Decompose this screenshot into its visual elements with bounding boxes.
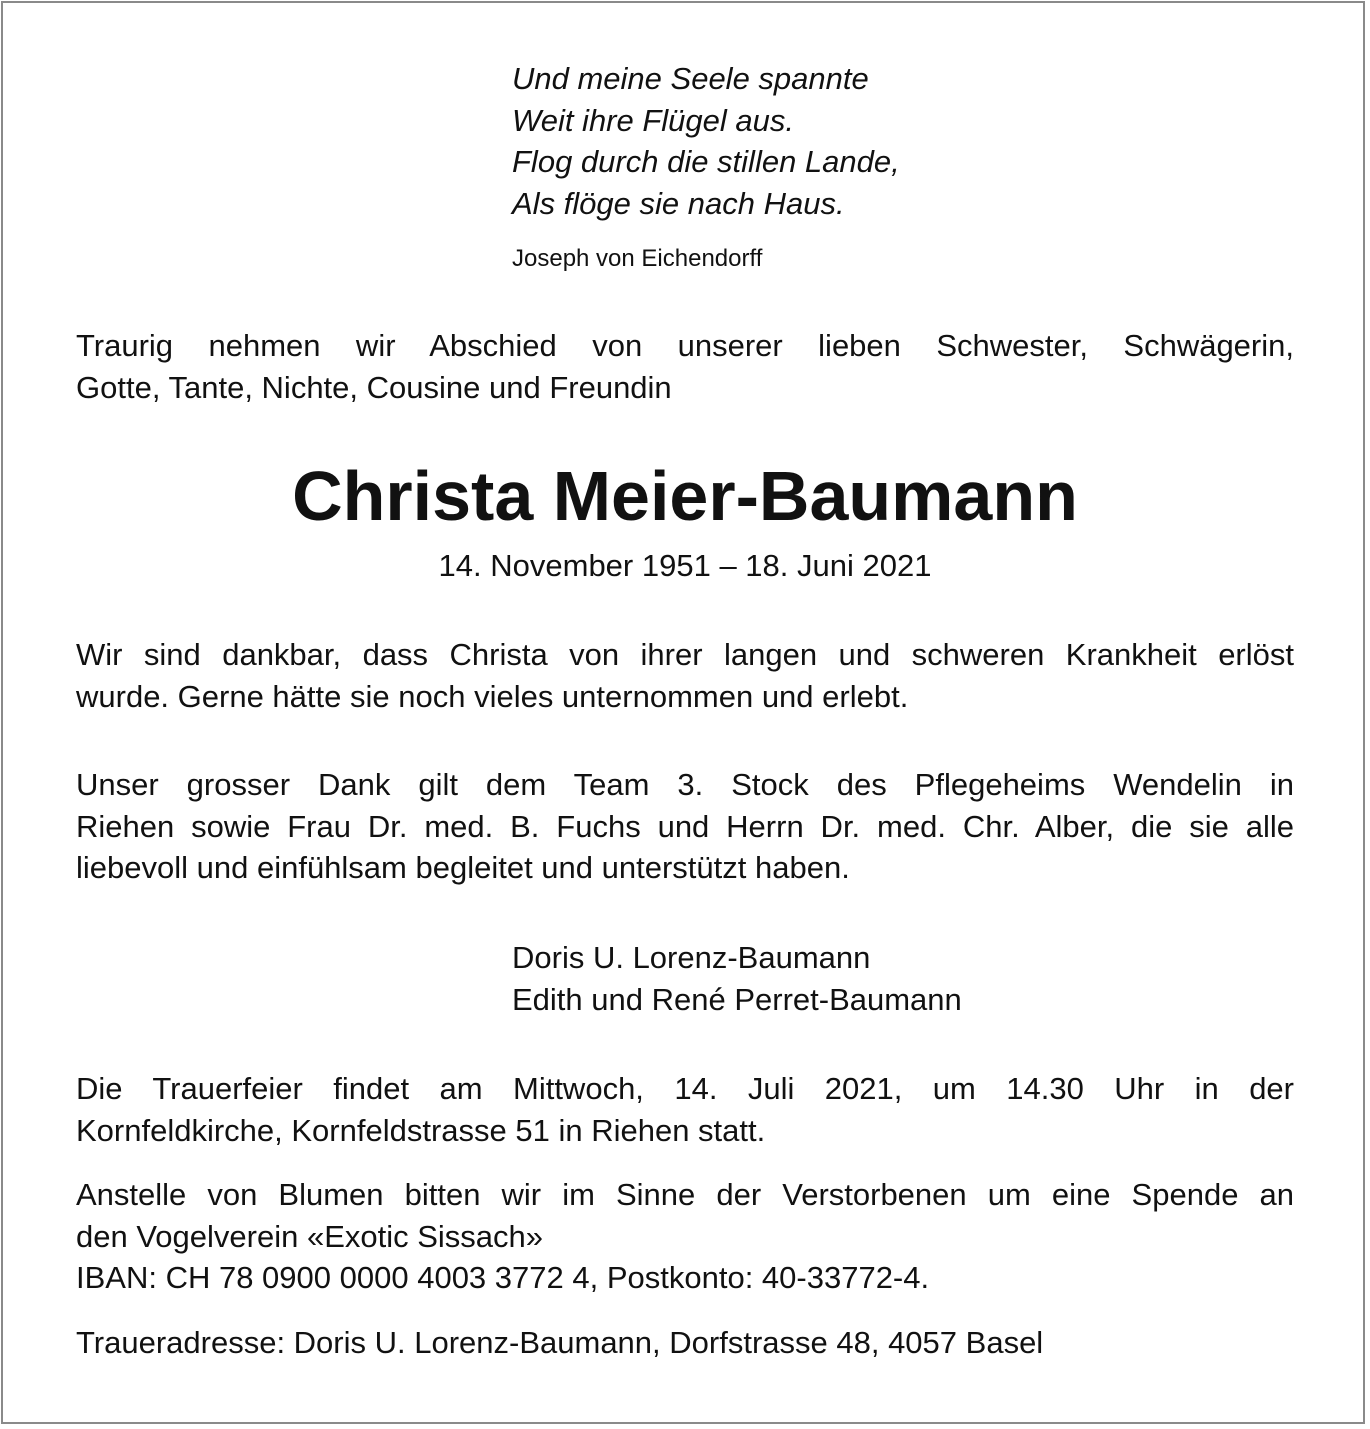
- deceased-name: Christa Meier-Baumann: [292, 457, 1078, 535]
- poem-author: Joseph von Eichendorff: [512, 245, 763, 272]
- mourning-address-line: Traueradresse: Doris U. Lorenz-Baumann, Dorfstrasse 48, 4057 Basel: [76, 1325, 1044, 1360]
- donation-line: Anstelle von Blumen bitten wir im Sinne der Verstorbenen um eine Spende an: [76, 1177, 1294, 1212]
- intro-line: Gotte, Tante, Nichte, Cousine und Freundin: [76, 369, 672, 405]
- ceremony-paragraph: [76, 1068, 1294, 1151]
- donation-iban: IBAN: CH 78 0900 0000 4003 3772 4, Postkonto: 40-33772-4.: [76, 1260, 930, 1295]
- thanks-line: Riehen sowie Frau Dr. med. B. Fuchs und Herrn Dr. med. Chr. Alber, die sie alle: [76, 808, 1294, 844]
- poem: [512, 58, 900, 224]
- intro-line: Traurig nehmen wir Abschied von unserer lieben Schwester, Schwägerin,: [76, 328, 1294, 363]
- poem-line: Als flöge sie nach Haus.: [512, 185, 845, 221]
- intro-paragraph: [76, 325, 1294, 408]
- donation-paragraph: [76, 1174, 1294, 1299]
- signers: [512, 937, 962, 1020]
- gratitude-paragraph: [76, 634, 1294, 717]
- ceremony-line: Die Trauerfeier findet am Mittwoch, 14. Juli 2021, um 14.30 Uhr in der: [76, 1071, 1294, 1106]
- ceremony-line: Kornfeldkirche, Kornfeldstrasse 51 in Riehen statt.: [76, 1112, 766, 1148]
- poem-line: Weit ihre Flügel aus.: [512, 102, 794, 138]
- mourning-address: [76, 1322, 1294, 1364]
- signer-name: Doris U. Lorenz-Baumann: [512, 940, 871, 975]
- signer-name: Edith und René Perret-Baumann: [512, 981, 962, 1017]
- gratitude-line: wurde. Gerne hätte sie noch vieles unternommen und erlebt.: [76, 678, 909, 714]
- donation-line: den Vogelverein «Exotic Sissach»: [76, 1218, 544, 1254]
- thanks-paragraph: [76, 764, 1294, 889]
- poem-line: Und meine Seele spannte: [512, 61, 869, 96]
- thanks-line: Unser grosser Dank gilt dem Team 3. Stock des Pflegeheims Wendelin in: [76, 767, 1294, 802]
- life-dates: 14. November 1951 – 18. Juni 2021: [438, 548, 932, 583]
- poem-line: Flog durch die stillen Lande,: [512, 144, 900, 179]
- thanks-line: liebevoll und einfühlsam begleitet und unterstützt haben.: [76, 850, 850, 885]
- gratitude-line: Wir sind dankbar, dass Christa von ihrer langen und schweren Krankheit erlöst: [76, 637, 1294, 672]
